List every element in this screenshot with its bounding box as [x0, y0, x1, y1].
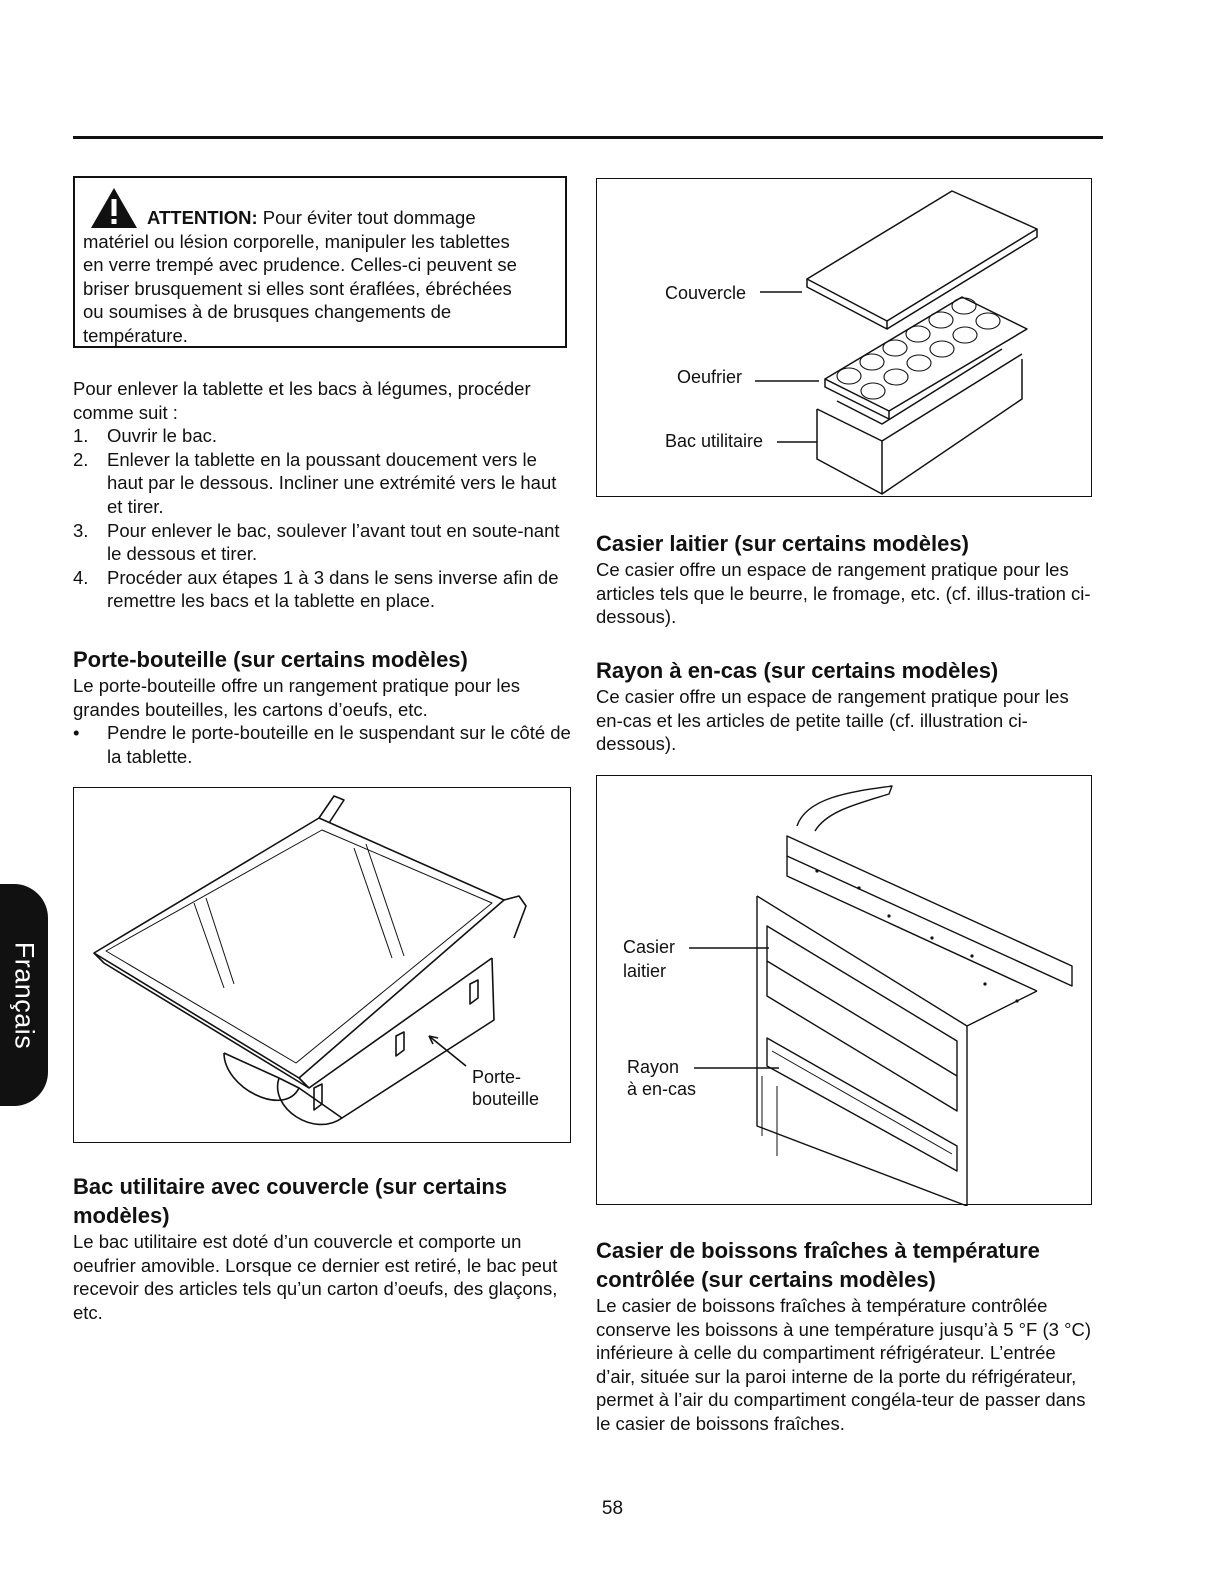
figure-label-bouteille: bouteille [472, 1089, 540, 1109]
page-number: 58 [601, 1498, 624, 1519]
rayon-section [596, 656, 1096, 756]
step-number: 4. [73, 566, 89, 588]
removal-section [73, 377, 573, 613]
figure-label-oeufrier: Oeufrier [677, 367, 743, 387]
casier-laitier-section [596, 529, 1096, 629]
section-body: Ce casier offre un espace de rangement pratique pour les en-cas et les articles de petite taille (cf. illustration ci-dessous). [596, 686, 1069, 755]
porte-bouteille-section [73, 645, 573, 768]
step-text: Ouvrir le bac. [107, 425, 218, 447]
warning-line: matériel ou lésion corporelle, manipuler les tablettes [83, 230, 510, 252]
figure-casier-rayon [596, 775, 1092, 1205]
figure-label-rayon: Rayon [627, 1057, 680, 1077]
section-body: Le casier de boissons fraîches à température contrôlée conserve les boissons à une température jusqu’à 5 °F (3 °C) inférieure à celle du compartiment réfrigérateur. L’entrée d’air, située sur la paroi interne de la porte du réfrigérateur, permet à l’air du compartiment congéla-teur de passer dans le casier de boissons fraîches. [596, 1295, 1092, 1434]
top-rule [73, 136, 1103, 139]
removal-steps [73, 424, 573, 613]
step-text: Pour enlever le bac, soulever l’avant tout en soute-nant le dessous et tirer. [107, 519, 560, 565]
figure-porte-bouteille [73, 787, 571, 1143]
step-number: 2. [73, 448, 89, 470]
list-item [73, 519, 573, 566]
section-heading: Bac utilitaire avec couvercle (sur certains modèles) [73, 1174, 508, 1228]
removal-intro: Pour enlever la tablette et les bacs à légumes, procéder comme suit : [73, 378, 531, 423]
bac-utilitaire-section [73, 1172, 573, 1324]
section-body: Ce casier offre un espace de rangement pratique pour les articles tels que le beurre, le fromage, etc. (cf. illus-tration ci-dessous). [596, 559, 1091, 628]
warning-label: ATTENTION: [147, 207, 258, 228]
section-heading: Rayon à en-cas (sur certains modèles) [596, 658, 999, 683]
list-item [73, 448, 573, 519]
figure-label-laitier: laitier [623, 961, 667, 981]
figure-label-bac-utilitaire: Bac utilitaire [665, 431, 764, 451]
figure-label-casier: Casier [623, 937, 676, 957]
bullet-text: Pendre le porte-bouteille en le suspendant sur le côté de la tablette. [107, 722, 571, 767]
warning-first-line [83, 206, 557, 230]
figure-bac-utilitaire [596, 178, 1092, 497]
figure-label-en-cas: à en-cas [627, 1079, 697, 1099]
warning-line: ou soumises à de brusques changements de [83, 301, 452, 322]
step-text: Procéder aux étapes 1 à 3 dans le sens inverse afin de remettre les bacs et la tablette en place. [107, 566, 559, 612]
section-heading: Casier de boissons fraîches à température contrôlée (sur certains modèles) [596, 1238, 1040, 1292]
bullet-list [73, 721, 573, 768]
warning-line: température. [83, 324, 188, 346]
section-heading: Porte-bouteille (sur certains modèles) [73, 647, 468, 672]
bullet: • [73, 722, 80, 744]
section-body: Le bac utilitaire est doté d’un couvercle et comporte un oeufrier amovible. Lorsque ce dernier est retiré, le bac peut recevoir des articles tels qu’un carton d’oeufs, des glaçons, etc. [73, 1231, 558, 1323]
list-item [73, 566, 573, 613]
figure-label-porte: Porte- [472, 1067, 522, 1087]
step-text: Enlever la tablette en la poussant doucement vers le haut par le dessous. Incliner une extrémité vers le haut et tirer. [107, 448, 557, 517]
step-number: 1. [73, 425, 89, 447]
section-body: Le porte-bouteille offre un rangement pratique pour les grandes bouteilles, les cartons d’oeufs, etc. [73, 675, 521, 720]
step-number: 3. [73, 519, 89, 541]
casier-rayon-drawing [597, 776, 1093, 1206]
list-item [73, 424, 573, 448]
language-tab [0, 884, 48, 1106]
language-tab-text-wrap [0, 884, 48, 1106]
warning-box [73, 176, 567, 348]
section-heading: Casier laitier (sur certains modèles) [596, 531, 969, 556]
warning-triangle-icon [89, 186, 139, 230]
warning-line1-text: Pour éviter tout dommage [257, 207, 476, 228]
figure-label-couvercle: Couvercle [665, 283, 747, 303]
warning-line: en verre trempé avec prudence. Celles-ci peuvent se [83, 254, 517, 275]
language-tab-label: Français [9, 941, 40, 1049]
list-item [73, 721, 573, 768]
warning-line: briser brusquement si elles sont éraflées, ébréchées [83, 277, 512, 299]
boissons-section [596, 1236, 1096, 1436]
